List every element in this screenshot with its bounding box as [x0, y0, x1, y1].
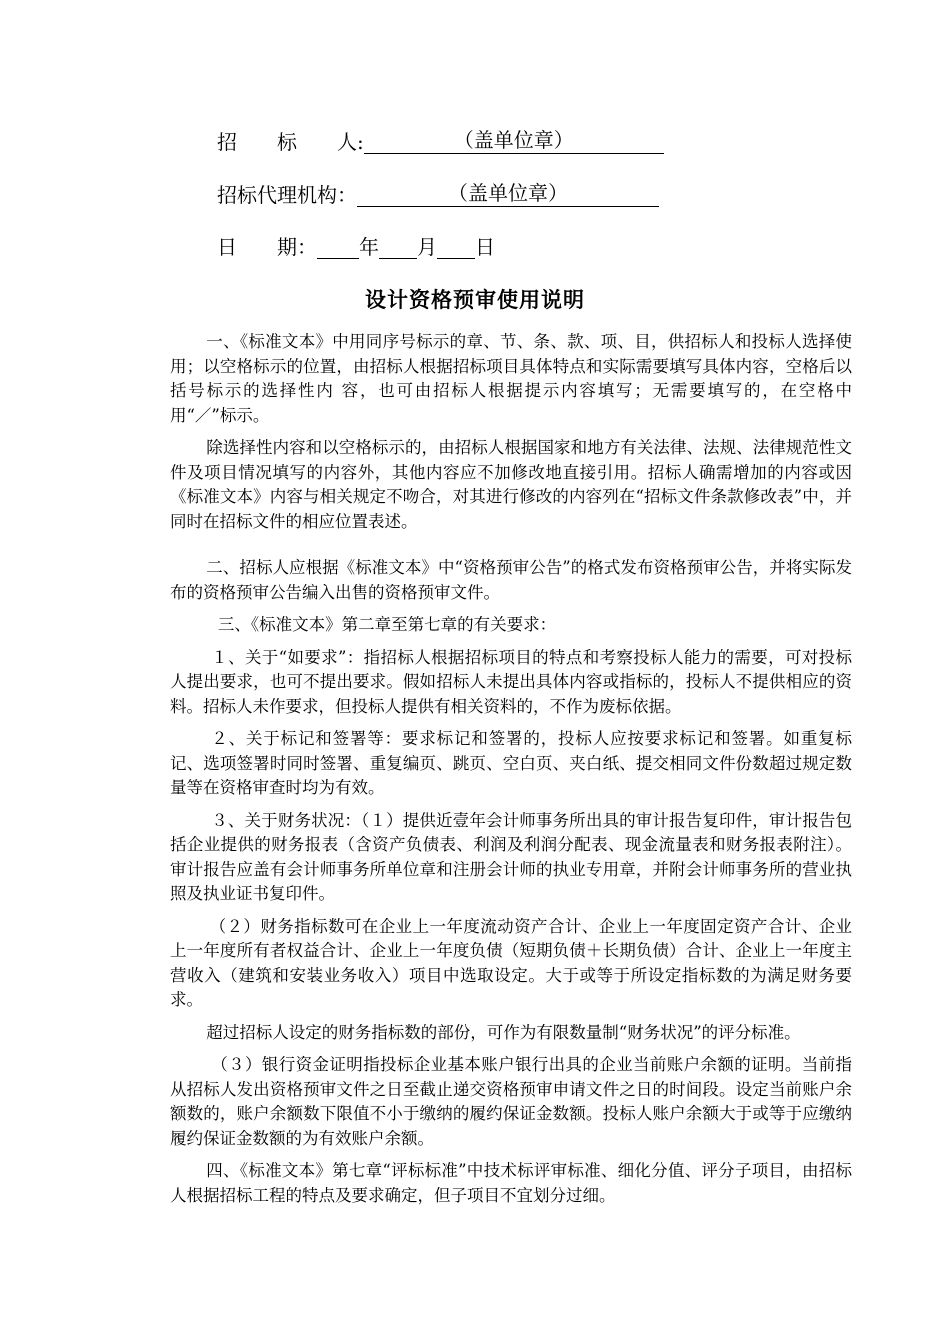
paragraph-5: １、关于“如要求”：指招标人根据招标项目的特点和考察投标人能力的需要，可对投标人提出要求，也可不提出要求。假如招标人未提出具体内容或指标的，投标人不提供相应的资料。招标人未作要求，但投标人提供有相关资料的，不作为废标依据。: [170, 647, 852, 716]
day-field[interactable]: [437, 232, 475, 259]
paragraph-4: 三、《标准文本》第二章至第七章的有关要求：: [217, 615, 557, 634]
year-label: 年: [359, 235, 379, 259]
paragraph-3: 二、招标人应根据《标准文本》中“资格预审公告”的格式发布资格预审公告，并将实际发布的资格预审公告编入出售的资格预审文件。: [170, 558, 852, 602]
tenderer-label: 招 标 人:: [217, 130, 364, 154]
agency-line: [217, 180, 659, 210]
date-label: 日 期：: [217, 235, 317, 259]
agency-seal-field[interactable]: （盖单位章）: [357, 180, 659, 207]
tenderer-seal-field[interactable]: （盖单位章）: [364, 127, 664, 154]
paragraph-10: （３）银行资金证明指投标企业基本账户银行出具的企业当前账户余额的证明。当前指从招标人发出资格预审文件之日至截止递交资格预审申请文件之日的时间段。设定当前账户余额数的，账户余额数下限值不小于缴纳的履约保证金数额。投标人账户余额大于或等于应缴纳履约保证金数额的为有效账户余额。: [170, 1055, 852, 1148]
document-body: [170, 330, 852, 1216]
tenderer-line: [217, 127, 664, 157]
paragraph-7: ３、关于财务状况：（１）提供近壹年会计师事务所出具的审计报告复印件，审计报告包括企业提供的财务报表（含资产负债表、利润及利润分配表、现金流量表和财务报表附注）。审计报告应盖有会计师事务所单位章和注册会计师的执业专用章，并附会计师事务所的营业执照及执业证书复印件。: [170, 810, 852, 903]
year-field[interactable]: [317, 232, 359, 259]
day-label: 日: [475, 235, 495, 259]
paragraph-2: 除选择性内容和以空格标示的，由招标人根据国家和地方有关法律、法规、法律规范性文件及项目情况填写的内容外，其他内容应不加修改地直接引用。招标人确需增加的内容或因《标准文本》内容与相关规定不吻合，对其进行修改的内容列在“招标文件条款修改表”中，并同时在招标文件的相应位置表述。: [170, 438, 852, 531]
paragraph-1: 一、《标准文本》中用同序号标示的章、节、条、款、项、目，供招标人和投标人选择使用；以空格标示的位置，由招标人根据招标项目具体特点和实际需要填写具体内容，空格后以括号标示的选择性内 容，也可由招标人根据提示内容填写；无需要填写的，在空格中用“／”标示。: [170, 332, 852, 425]
paragraph-8: （２）财务指标数可在企业上一年度流动资产合计、企业上一年度固定资产合计、企业上一年度所有者权益合计、企业上一年度负债（短期负债＋长期负债）合计、企业上一年度主营收入（建筑和安装业务收入）项目中选取设定。大于或等于所设定指标数的为满足财务要求。: [170, 916, 852, 1009]
month-field[interactable]: [379, 232, 417, 259]
paragraph-11: 四、《标准文本》第七章“评标标准”中技术标评审标准、细化分值、评分子项目，由招标人根据招标工程的特点及要求确定，但子项目不宜划分过细。: [170, 1161, 852, 1205]
agency-label: 招标代理机构：: [217, 183, 357, 207]
paragraph-9: 超过招标人设定的财务指标数的部份，可作为有限数量制“财务状况”的评分标准。: [206, 1022, 801, 1042]
month-label: 月: [417, 235, 437, 259]
document-title: 设计资格预审使用说明: [365, 288, 585, 312]
paragraph-6: ２、关于标记和签署等：要求标记和签署的，投标人应按要求标记和签署。如重复标记、选项签署时同时签署、重复编页、跳页、空白页、夹白纸、提交相同文件份数超过规定数量等在资格审查时均为有效。: [170, 729, 852, 797]
date-line: [217, 232, 495, 262]
